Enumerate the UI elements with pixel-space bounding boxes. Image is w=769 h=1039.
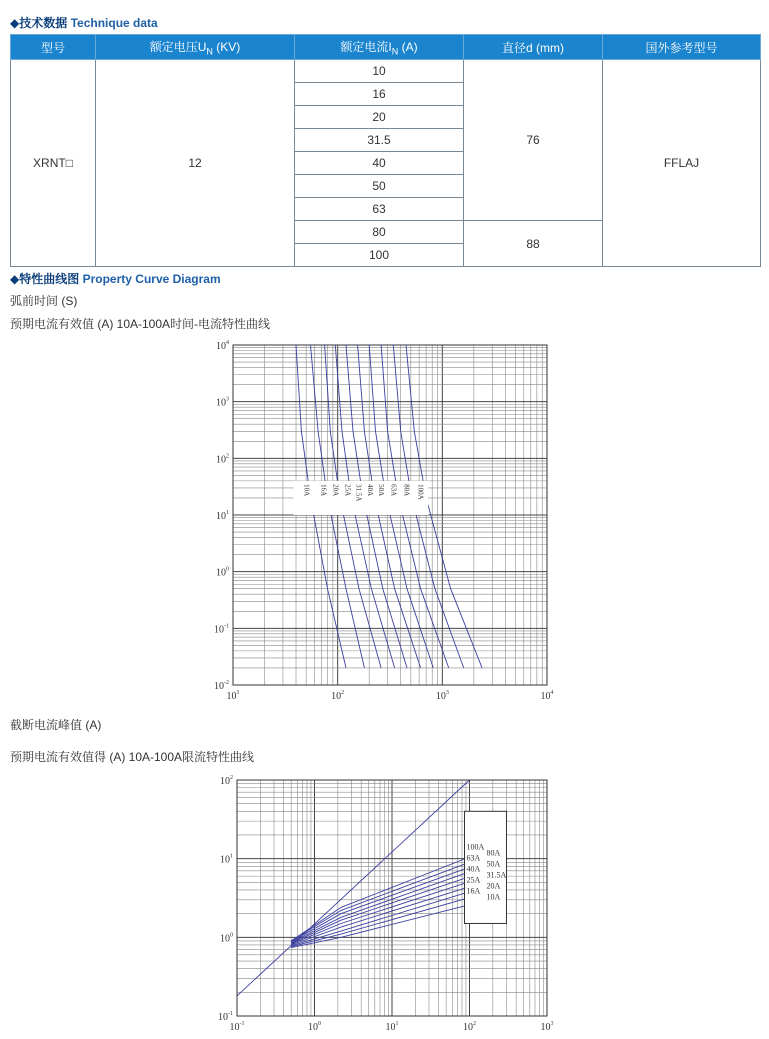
y-tick-label: $10^0$ [220, 932, 233, 945]
series-label: 20A [486, 881, 501, 891]
header-foreign-model: 国外参考型号 [603, 35, 761, 60]
x-tick-label: $10^1$ [385, 1021, 399, 1033]
cell-diameter: 88 [464, 221, 603, 267]
header-current: 额定电流$I_N$ (A) [295, 35, 464, 60]
header-model: 型号 [11, 35, 96, 60]
bullet-icon: ◆ [10, 16, 20, 30]
y-tick-label: $10^3$ [216, 396, 229, 409]
bullet-icon: ◆ [10, 272, 20, 286]
cell-foreign-model: FFLAJ [603, 60, 761, 267]
header-voltage: 额定电压$U_N$ (KV) [96, 35, 295, 60]
series-label: 50A [486, 859, 501, 869]
series-label: 16A [319, 484, 328, 497]
series-label: 16A [466, 886, 481, 896]
series-line [291, 882, 469, 944]
y-tick-label: $10^2$ [216, 453, 229, 466]
cell-current: 40 [295, 152, 464, 175]
cell-current: 100 [295, 244, 464, 267]
x-tick-label: $10^1$ [226, 690, 240, 702]
x-tick-label: $10^4$ [540, 690, 554, 702]
series-label: 63A [389, 484, 398, 497]
y-tick-label: $10^0$ [216, 566, 229, 579]
series-label: 10A [486, 892, 501, 902]
cell-current: 10 [295, 60, 464, 83]
cell-voltage: 12 [96, 60, 295, 267]
x-tick-label: $10^{-1}$ [229, 1021, 245, 1033]
time-current-chart [205, 335, 565, 705]
series-label: 25A [343, 484, 352, 497]
section-title-cn: 特性曲线图 [19, 272, 80, 286]
series-label: 25A [466, 875, 481, 885]
y-tick-label: $10^{-1}$ [214, 623, 229, 636]
cell-current: 80 [295, 221, 464, 244]
series-label: 63A [466, 853, 481, 863]
x-tick-label: $10^0$ [308, 1021, 321, 1033]
series-label: 100A [416, 484, 425, 500]
y-tick-label: $10^{-2}$ [214, 680, 229, 692]
cell-current: 50 [295, 175, 464, 198]
chart2-caption: 预期电流有效值得 (A) 10A-100A限流特性曲线 [10, 750, 255, 764]
series-label: 10A [302, 484, 311, 497]
y-tick-label: $10^2$ [220, 775, 233, 787]
x-tick-label: $10^3$ [435, 690, 449, 702]
section-title-en: Property Curve Diagram [82, 272, 221, 286]
cell-diameter: 76 [464, 60, 603, 221]
series-label: 100A [466, 842, 485, 852]
section-title-cn: 技术数据 [19, 16, 68, 30]
chart1-caption: 预期电流有效值 (A) 10A-100A时间-电流特性曲线 [10, 317, 271, 331]
y-tick-label: $10^1$ [216, 510, 229, 522]
series-label: 80A [486, 848, 501, 858]
x-tick-label: $10^2$ [331, 690, 345, 702]
chart2-ylabel: 截断电流峰值 (A) [10, 718, 102, 732]
section-title-curve [10, 270, 221, 287]
header-diameter: 直径d (mm) [464, 35, 603, 60]
y-tick-label: $10^{-1}$ [218, 1011, 233, 1023]
series-line [291, 857, 469, 941]
y-tick-label: $10^4$ [216, 340, 229, 352]
series-label: 40A [466, 864, 481, 874]
cell-model: XRNT□ [11, 60, 96, 267]
section-title-en: Technique data [70, 16, 158, 30]
series-label: 50A [377, 484, 386, 497]
series-label: 31.5A [486, 870, 507, 880]
current-limiting-chart [205, 770, 565, 1035]
cell-current: 20 [295, 106, 464, 129]
table-header-row [11, 35, 761, 60]
x-tick-label: $10^3$ [540, 1021, 554, 1033]
series-label: 31.5A [354, 484, 363, 502]
cell-current: 16 [295, 83, 464, 106]
series-label: 20A [331, 484, 340, 497]
cell-current: 63 [295, 198, 464, 221]
y-tick-label: $10^1$ [220, 853, 233, 866]
series-label: 80A [402, 484, 411, 497]
technique-data-table [10, 34, 761, 267]
table-row [11, 60, 761, 83]
series-line [291, 898, 469, 947]
series-line [237, 780, 470, 996]
cell-current: 31.5 [295, 129, 464, 152]
series-label: 40A [365, 484, 374, 497]
chart1-ylabel: 弧前时间 (S) [10, 294, 78, 308]
x-tick-label: $10^2$ [463, 1021, 476, 1033]
section-title-technique [10, 14, 158, 31]
